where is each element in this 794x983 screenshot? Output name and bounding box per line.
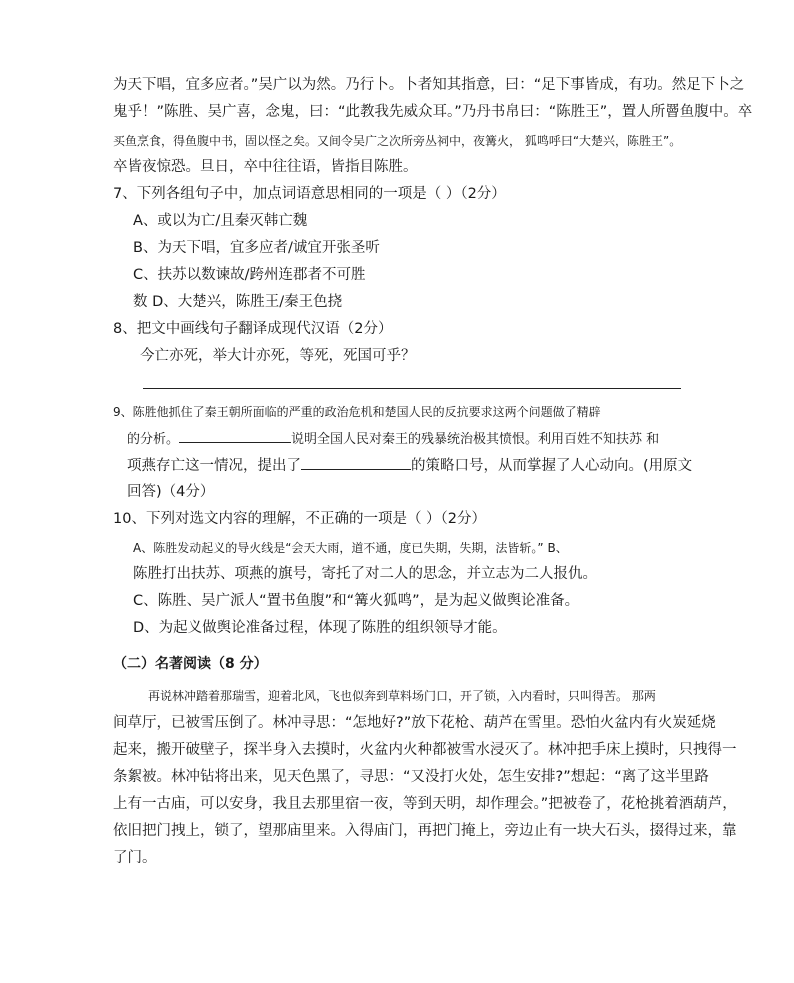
q10-stem: 10、下列对选文内容的理解，不正确的一项是（ ）（2分） bbox=[113, 511, 487, 527]
reading-line-5: 上有一古庙，可以安身，我且去那里宿一夜，等到天明，却作理会。”把被卷了，花枪挑着酒葫芦， bbox=[113, 796, 737, 812]
q9-line-2-start: 的分析。 bbox=[127, 432, 180, 447]
reading-line-6: 依旧把门拽上，锁了，望那庙里来。入得庙门，再把门掩上，旁边止有一块大石头，掇得过来，靠 bbox=[113, 823, 737, 839]
q7-option-b: B、为天下唱，宜多应者/诚宜开张圣听 bbox=[133, 240, 380, 256]
q7-option-c: C、扶苏以数谏故/跨州连郡者不可胜 bbox=[133, 267, 366, 283]
reading-line-2: 间草厅，已被雪压倒了。林冲寻思：“怎地好?”放下花枪、葫芦在雪里。恐怕火盆内有火炭延烧 bbox=[113, 715, 716, 731]
q10-option-c: C、陈胜、吴广派人“置书鱼腹”和“篝火狐鸣”，是为起义做舆论准备。 bbox=[133, 593, 580, 609]
q7-stem: 7、下列各组句子中，加点词语意思相同的一项是（ ）（2分） bbox=[113, 186, 506, 202]
q9-line-3-start: 项燕存亡这一情况，提出了 bbox=[127, 458, 301, 474]
passage-line-3: 买鱼烹食，得鱼腹中书，固以怪之矣。又间令吴广之次所旁丛祠中，夜篝火， 狐鸣呼曰“大楚兴，陈胜王”。 bbox=[113, 134, 682, 148]
q10-option-d: D、为起义做舆论准备过程，体现了陈胜的组织领导才能。 bbox=[133, 620, 507, 636]
q10-option-b: 陈胜打出扶苏、项燕的旗号，寄托了对二人的思念，并立志为二人报仇。 bbox=[133, 566, 597, 582]
q9-line-3 bbox=[127, 455, 692, 476]
passage-line-1: 为天下唱，宜多应者。”吴广以为然。乃行卜。卜者知其指意，曰：“足下事皆成，有功。然足下卜之 bbox=[113, 77, 745, 93]
q10-option-a: A、陈胜发动起义的导火线是“会天大雨，道不通，度已失期，失期，法皆斩。” B、 bbox=[133, 541, 568, 555]
section-2-title: （二）名著阅读（8 分） bbox=[113, 656, 268, 672]
q9-blank-1[interactable] bbox=[179, 428, 291, 443]
q9-line-2 bbox=[127, 428, 659, 450]
reading-line-1: 再说林冲踏着那瑞雪，迎着北风，飞也似奔到草料场门口，开了锁，入内看时，只叫得苦。 那两 bbox=[148, 689, 656, 703]
reading-line-7: 了门。 bbox=[113, 850, 157, 866]
q9-line-4: 回答)（4分） bbox=[127, 484, 215, 500]
q9-line-1: 9、陈胜他抓住了秦王朝所面临的严重的政治危机和楚国人民的反抗要求这两个问题做了精辟 bbox=[113, 405, 601, 419]
passage-line-4: 卒皆夜惊恐。旦日，卒中往往语，皆指目陈胜。 bbox=[113, 159, 418, 175]
q8-sentence: 今亡亦死，举大计亦死，等死，死国可乎？ bbox=[140, 348, 416, 364]
reading-line-3: 起来，搬开破壁子，探半身入去摸时，火盆内火种都被雪水浸灭了。林冲把手床上摸时，只拽得一 bbox=[113, 742, 737, 758]
q9-line-2-end: 说明全国人民对秦王的残暴统治极其愤恨。利用百姓不知扶苏 和 bbox=[291, 432, 660, 447]
q8-stem: 8、把文中画线句子翻译成现代汉语（2分） bbox=[113, 321, 393, 337]
q7-option-d: 数 D、大楚兴，陈胜王/秦王色挠 bbox=[133, 294, 343, 310]
q9-blank-2[interactable] bbox=[301, 455, 411, 470]
passage-line-2: 鬼乎！”陈胜、吴广喜，念鬼，曰：“此教我先威众耳。”乃丹书帛曰：“陈胜王”，置人所罾鱼腹中。卒 bbox=[113, 104, 753, 120]
q7-option-a: A、或以为亡/且秦灭韩亡魏 bbox=[133, 213, 308, 229]
q8-answer-line[interactable] bbox=[143, 388, 681, 389]
q9-line-3-end: 的策略口号，从而掌握了人心动向。(用原文 bbox=[411, 458, 693, 474]
reading-line-4: 条絮被。林冲钻将出来，见天色黑了，寻思：“又没打火处，怎生安排?”想起：“离了这半里路 bbox=[113, 769, 709, 785]
